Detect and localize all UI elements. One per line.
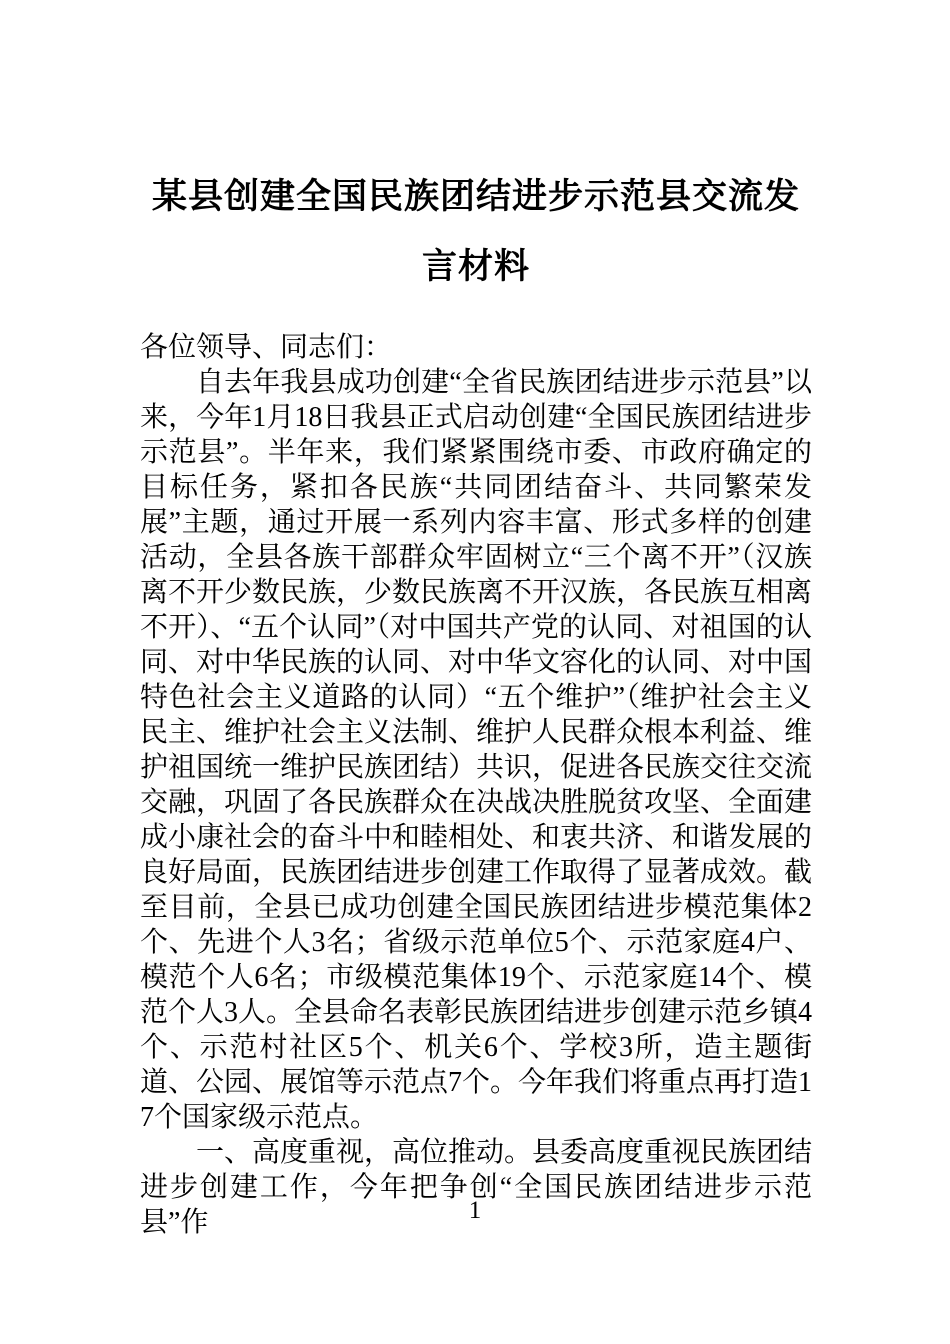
salutation-line: 各位领导、同志们： <box>140 332 393 363</box>
body-paragraph: 自去年我县成功创建“全省民族团结进步示范县”以来，今年1月18日我县正式启动创建“全国民族团结进步示范县”。半年来，我们紧紧围绕市委、市政府确定的目标任务，紧扣各民族“共同团结奋斗、共同繁荣发展”主题，通过开展一系列内容丰富、形式多样的创建活动，全县各族干部群众牢固树立“三个离不开”（汉族离不开少数民族，少数民族离不开汉族，各民族互相离不开）、“五个认同”（对中国共产党的认同、对祖国的认同、对中华民族的认同、对中华文容化的认同、对中国特色社会主义道路的认同）“五个维护”（维护社会主义民主、维护社会主义法制、维护人民群众根本利益、维护祖国统一维护民族团结）共识，促进各民族交往交流交融，巩固了各民族群众在决战决胜脱贫攻坚、全面建成小康社会的奋斗中和睦相处、和衷共济、和谐发展的良好局面，民族团结进步创建工作取得了显著成效。截至目前，全县已成功创建全国民族团结进步模范集体2个、先进个人3名；省级示范单位5个、示范家庭4户、模范个人6名；市级模范集体19个、示范家庭14个、模范个人3人。全县命名表彰民族团结进步创建示范乡镇4个、示范村社区5个、机关6个、学校3所，造主题街道、公园、展馆等示范点7个。今年我们将重点再打造17个国家级示范点。 <box>140 367 813 1133</box>
document-title: 某县创建全国民族团结进步示范县交流发言材料 <box>151 177 800 286</box>
document-body <box>140 330 812 1240</box>
document-content <box>140 0 812 1240</box>
body-paragraph: 一、高度重视，高位推动。县委高度重视民族团结进步创建工作，今年把争创“全国民族团结进步示范县”作 <box>140 1137 813 1238</box>
page-number: 1 <box>468 1197 482 1224</box>
